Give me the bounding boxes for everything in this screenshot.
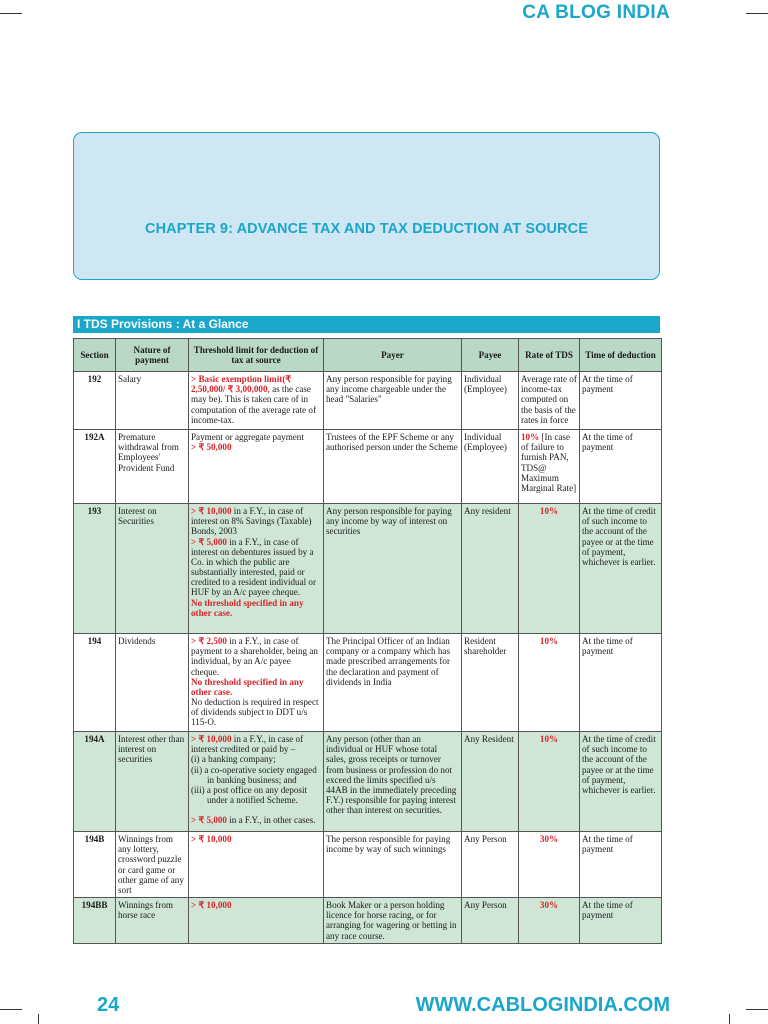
table-row bbox=[74, 430, 662, 504]
threshold-cell-text: > ₹ 2,500 bbox=[191, 636, 227, 646]
section-cell: 194B bbox=[74, 832, 116, 898]
crop-mark bbox=[0, 13, 22, 14]
time-cell: At the time of payment bbox=[580, 372, 662, 430]
table-row bbox=[74, 504, 662, 634]
threshold-cell-text: > ₹ 10,000 bbox=[191, 900, 232, 911]
payer-cell: The person responsible for paying income by way of such winnings bbox=[324, 832, 462, 898]
column-header: Payer bbox=[324, 339, 462, 372]
table-row bbox=[74, 898, 662, 944]
section-cell: 194A bbox=[74, 732, 116, 832]
crop-mark bbox=[38, 1014, 39, 1024]
threshold-cell-text: (₹ 2,50,000/ ₹ 3,00,000 bbox=[191, 374, 292, 395]
threshold-cell-text: > ₹ 10,000 bbox=[191, 506, 232, 516]
payee-cell: Individual (Employee) bbox=[462, 372, 519, 430]
payee-cell: Resident shareholder bbox=[462, 634, 519, 732]
payer-cell: Any person responsible for paying any income chargeable under the head "Salaries" bbox=[324, 372, 462, 430]
time-cell: At the time of payment bbox=[580, 832, 662, 898]
threshold-cell-text: in a F.Y., in case of payment to a shareholder, being an individual, by an A/c payee cheque. bbox=[191, 636, 318, 677]
threshold-cell-text: > ₹ 10,000 bbox=[191, 834, 232, 844]
table-row bbox=[74, 634, 662, 732]
time-cell: At the time of credit of such income to the account of the payee or at the time of payment, whichever is earlier. bbox=[580, 504, 662, 634]
rate-cell bbox=[519, 898, 580, 944]
threshold-cell-text: > Basic exemption limit bbox=[191, 374, 283, 384]
section-cell: 193 bbox=[74, 504, 116, 634]
nature-cell: Interest other than interest on securities bbox=[116, 732, 189, 832]
rate-cell-text: Average rate of income-tax computed on the basis of the rates in force bbox=[521, 374, 577, 425]
rate-cell bbox=[519, 832, 580, 898]
threshold-cell bbox=[189, 732, 324, 832]
crop-mark bbox=[746, 1009, 768, 1010]
threshold-cell-text: in a F.Y., in case of interest on 8% Savings (Taxable) Bonds, 2003 bbox=[191, 506, 312, 537]
column-header: Rate of TDS bbox=[519, 339, 580, 372]
rate-cell-text: 10% bbox=[521, 432, 540, 442]
chapter-title: CHAPTER 9: ADVANCE TAX AND TAX DEDUCTION AT SOURCE bbox=[145, 221, 588, 237]
chapter-banner bbox=[73, 132, 660, 280]
time-cell: At the time of payment bbox=[580, 634, 662, 732]
table-row bbox=[74, 372, 662, 430]
payee-cell: Individual (Employee) bbox=[462, 430, 519, 504]
threshold-cell-text: (ii) a co-operative society engaged in banking business; and bbox=[191, 764, 317, 785]
rate-cell-text: 30% bbox=[539, 834, 559, 844]
footer-url: WWW.CABLOGINDIA.COM bbox=[415, 994, 670, 1016]
time-cell: At the time of payment bbox=[580, 898, 662, 944]
threshold-cell-text: in a F.Y., in case of interest credited or paid by – bbox=[191, 734, 304, 755]
time-cell: At the time of payment bbox=[580, 430, 662, 504]
threshold-cell-text: (i) a banking company; bbox=[191, 754, 276, 765]
threshold-cell-text: > ₹ 10,000 bbox=[191, 734, 232, 744]
payer-cell: The Principal Officer of an Indian company or a company which has made prescribed arrangements for the declaration and payment of dividends in India bbox=[324, 634, 462, 732]
threshold-cell bbox=[189, 898, 324, 944]
payer-cell: Book Maker or a person holding licence for horse racing, or for arranging for wagering or betting in any race course. bbox=[324, 898, 462, 944]
threshold-cell-text: > ₹ 50,000 bbox=[191, 442, 232, 453]
page-number: 24 bbox=[97, 994, 120, 1016]
threshold-cell-text: in a F.Y., in case of interest on debentures issued by a Co. in which the public are substantially interested, paid or credited to a resident individual or HUF by an A/c payee cheque. bbox=[191, 536, 316, 598]
column-header: Time of deduction bbox=[580, 339, 662, 372]
rate-cell-text: 10% bbox=[539, 636, 559, 646]
threshold-cell-text: (iii) a post office on any deposit under a notified Scheme. bbox=[191, 784, 308, 806]
column-header: Nature of payment bbox=[116, 339, 189, 372]
threshold-cell bbox=[189, 430, 324, 504]
crop-mark bbox=[746, 13, 768, 14]
nature-cell: Dividends bbox=[116, 634, 189, 732]
brand-logo-text: CA BLOG INDIA bbox=[522, 2, 670, 23]
section-cell: 194 bbox=[74, 634, 116, 732]
threshold-cell-text: No deduction is required in respect of dividends subject to DDT u/s 115-O. bbox=[191, 697, 319, 728]
table-row bbox=[74, 732, 662, 832]
threshold-cell-text: , as the case may be). This is taken care of in computation of the average rate of income-tax. bbox=[191, 384, 316, 425]
rate-cell bbox=[519, 504, 580, 634]
payee-cell: Any Person bbox=[462, 898, 519, 944]
section-cell: 194BB bbox=[74, 898, 116, 944]
tds-table bbox=[73, 338, 662, 944]
table-body bbox=[74, 372, 662, 944]
rate-cell-text: 10% bbox=[539, 506, 559, 516]
threshold-cell-text: > ₹ 5,000 bbox=[191, 536, 227, 547]
payee-cell: Any Resident bbox=[462, 732, 519, 832]
threshold-cell bbox=[189, 634, 324, 732]
payee-cell: Any Person bbox=[462, 832, 519, 898]
column-header: Threshold limit for deduction of tax at source bbox=[189, 339, 324, 372]
threshold-cell-text: Payment or aggregate payment bbox=[191, 432, 304, 442]
rate-cell bbox=[519, 372, 580, 430]
threshold-cell-text: No threshold specified in any other case. bbox=[191, 676, 304, 697]
table-header-row bbox=[74, 339, 662, 372]
time-cell: At the time of credit of such income to the account of the payee or at the time of payment, whichever is earlier. bbox=[580, 732, 662, 832]
rate-cell-text: 10% bbox=[539, 734, 559, 744]
nature-cell: Salary bbox=[116, 372, 189, 430]
nature-cell: Winnings from any lottery, crossword puzzle or card game or other game of any sort bbox=[116, 832, 189, 898]
threshold-cell bbox=[189, 504, 324, 634]
payee-cell: Any resident bbox=[462, 504, 519, 634]
rate-cell bbox=[519, 634, 580, 732]
threshold-cell-text: No threshold specified in any other case. bbox=[191, 597, 304, 618]
section-heading bbox=[73, 316, 660, 333]
crop-mark bbox=[729, 1014, 730, 1024]
rate-cell-text: [In case of failure to furnish PAN, TDS@ Maximum Marginal Rate] bbox=[521, 432, 577, 493]
column-header: Section bbox=[74, 339, 116, 372]
column-header: Payee bbox=[462, 339, 519, 372]
rate-cell-text: 30% bbox=[539, 900, 559, 911]
threshold-cell-text: in a F.Y., in other cases. bbox=[226, 815, 316, 826]
section-cell: 192A bbox=[74, 430, 116, 504]
nature-cell: Interest on Securities bbox=[116, 504, 189, 634]
payer-cell: Any person (other than an individual or HUF whose total sales, gross receipts or turnover from business or profession do not exceed the limits specified u/s 44AB in the immediately preceding F.Y.) responsible for paying interest other than interest on securities. bbox=[324, 732, 462, 832]
threshold-cell bbox=[189, 832, 324, 898]
section-title: I TDS Provisions : At a Glance bbox=[77, 317, 249, 331]
section-cell: 192 bbox=[74, 372, 116, 430]
table-row bbox=[74, 832, 662, 898]
payer-cell: Trustees of the EPF Scheme or any authorised person under the Scheme bbox=[324, 430, 462, 504]
rate-cell bbox=[519, 430, 580, 504]
crop-mark bbox=[0, 1009, 22, 1010]
nature-cell: Winnings from horse race bbox=[116, 898, 189, 944]
payer-cell: Any person responsible for paying any income by way of interest on securities bbox=[324, 504, 462, 634]
nature-cell: Premature withdrawal from Employees' Provident Fund bbox=[116, 430, 189, 504]
threshold-cell bbox=[189, 372, 324, 430]
rate-cell bbox=[519, 732, 580, 832]
threshold-cell-text: > ₹ 5,000 bbox=[191, 815, 227, 826]
